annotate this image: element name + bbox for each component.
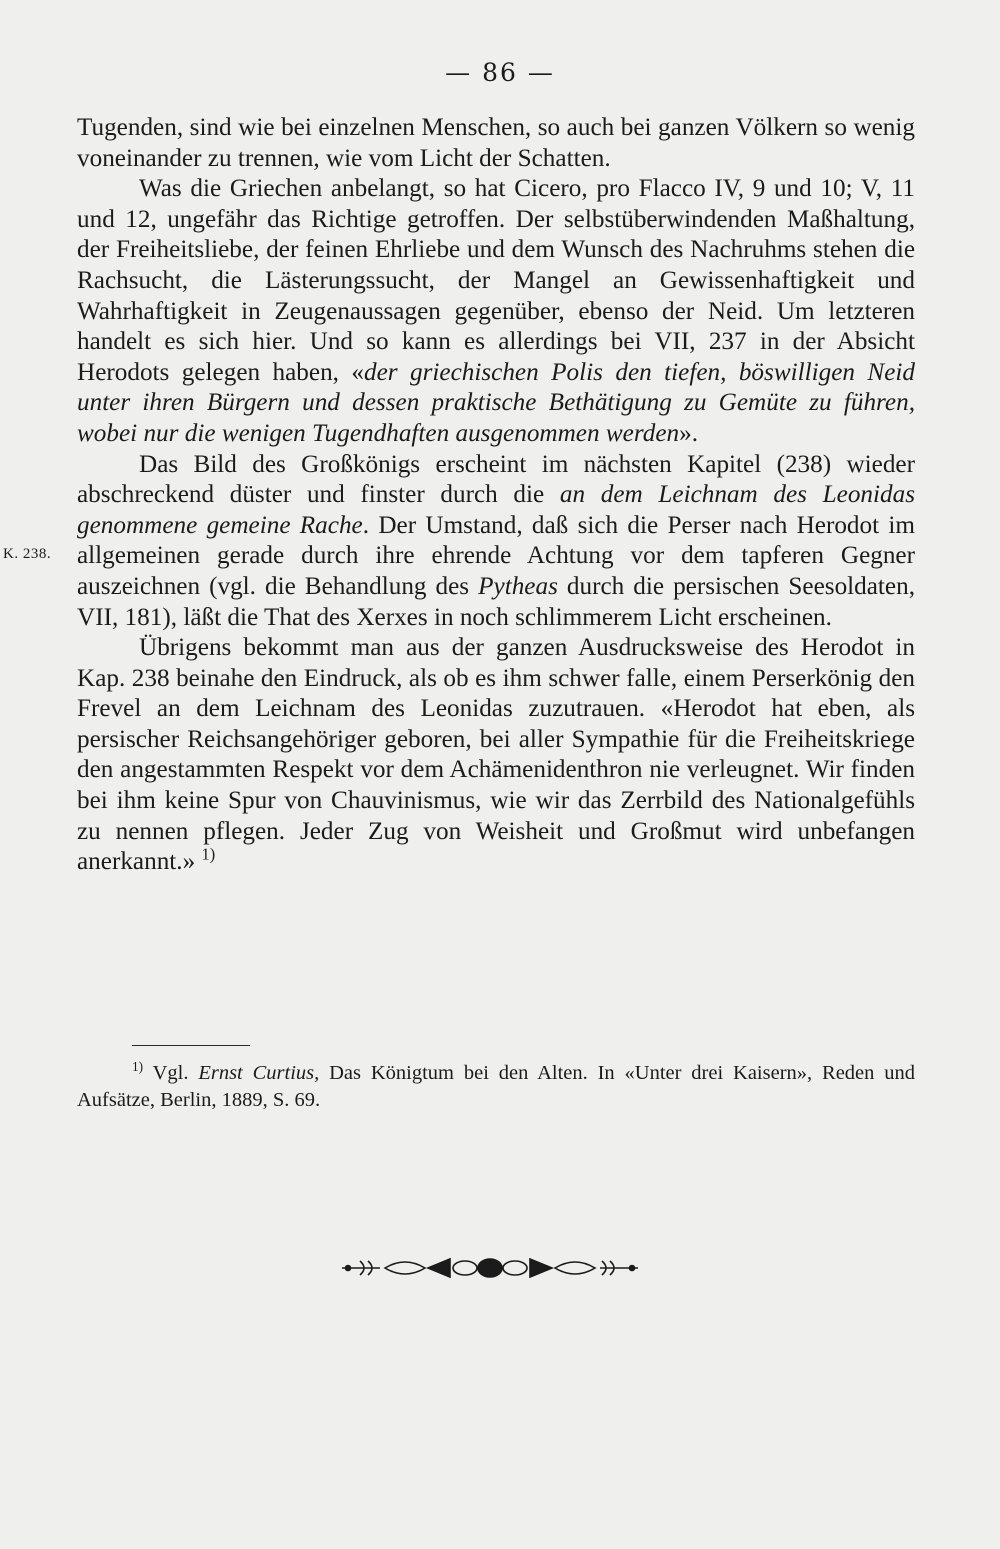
text-run: Das Bild des Großkönigs erscheint im nächsten Kapitel (238) wieder abschreckend düster und finster durch die bbox=[77, 450, 915, 509]
text-run: Tugenden, sind wie bei einzelnen Menschen, so auch bei ganzen Völkern so wenig voneinander zu trennen, wie vom Licht der Schatten. bbox=[77, 114, 915, 172]
italic-text: Pytheas bbox=[478, 572, 558, 600]
paragraph bbox=[77, 450, 915, 634]
text-run: durch die persischen Seesoldaten, VII, 181), läßt die That des Xerxes in noch schlimmerem Licht erscheinen. bbox=[77, 572, 916, 631]
text-run: Was die Griechen anbelangt, so hat Cicero, pro Flacco IV, 9 und 10; V, 11 und 12, ungefähr das Richtige getroffen. Der selbstüberwindenden Maßhaltung, der Freiheitsliebe, der feinen Ehrliebe und dem Wunsch des Nachruhms stehen die Rachsucht, die Lästerungssucht, der Mangel an Gewissenhaftigkeit und Wahrhaftigkeit in Zeugenaussagen gegenüber, ebenso der Neid. Um letzteren handelt es sich hier. Und so kann es allerdings bei VII, 237 in der Absicht Herodots gelegen haben, « bbox=[77, 175, 915, 386]
paragraph bbox=[77, 113, 915, 174]
text-run: Übrigens bekommt man aus der ganzen Ausdrucksweise des Herodot in Kap. 238 beinahe den Eindruck, als ob es ihm schwer falle, einem Perserkönig den Frevel an dem Leichnam des Leonidas zuzutrauen. «Herodot hat eben, als persischer Reichsangehöriger geboren, bei aller Sympathie für die Freiheitskriege den angestammten Respekt vor dem Achämenidenthron nie verleugnet. Wir finden bei ihm keine Spur von Chauvinismus, wie wir das Zerrbild des Nationalgefühls zu nennen pflegen. Jeder Zug von Weisheit und Großmut wird unbefangen anerkannt.» bbox=[77, 634, 915, 876]
paragraph bbox=[77, 174, 915, 449]
italic-text: Ernst Curtius, bbox=[198, 1062, 320, 1084]
text-run: . Der Umstand, daß sich die Perser nach Herodot im allgemeinen gerade durch ihre ehrende Achtung vor dem tapferen Gegner auszeichnen (vgl. die Behandlung des bbox=[77, 511, 915, 600]
text-run: Das Königtum bei den Alten. In «Unter drei Kaisern», Reden und Aufsätze, Berlin, 1889, S. 69. bbox=[77, 1062, 915, 1111]
paragraph bbox=[77, 633, 915, 878]
margin-chapter-reference: K. 238. bbox=[3, 546, 52, 562]
page-number: — 86 — bbox=[445, 58, 555, 87]
text-run: Vgl. bbox=[143, 1062, 199, 1084]
footnote-body bbox=[77, 1062, 915, 1111]
text-run: ». bbox=[679, 419, 698, 447]
main-text bbox=[77, 113, 915, 878]
italic-text: der griechischen Polis den tiefen, böswilligen Neid unter ihren Bürgern und dessen praktische Bethätigung zu Gemüte zu führen, wobei nur die wenigen Tugendhaften ausgenommen werden bbox=[77, 358, 915, 447]
footnote-marker: 1) bbox=[132, 1059, 144, 1075]
footnote-text bbox=[77, 1060, 915, 1114]
footnote bbox=[77, 1060, 915, 1114]
footnote-reference: 1) bbox=[201, 844, 216, 864]
footnote-divider bbox=[132, 1045, 250, 1046]
decorative-vignette-icon bbox=[340, 1253, 640, 1283]
italic-text: an dem Leichnam des Leonidas genommene gemeine Rache bbox=[77, 481, 915, 539]
